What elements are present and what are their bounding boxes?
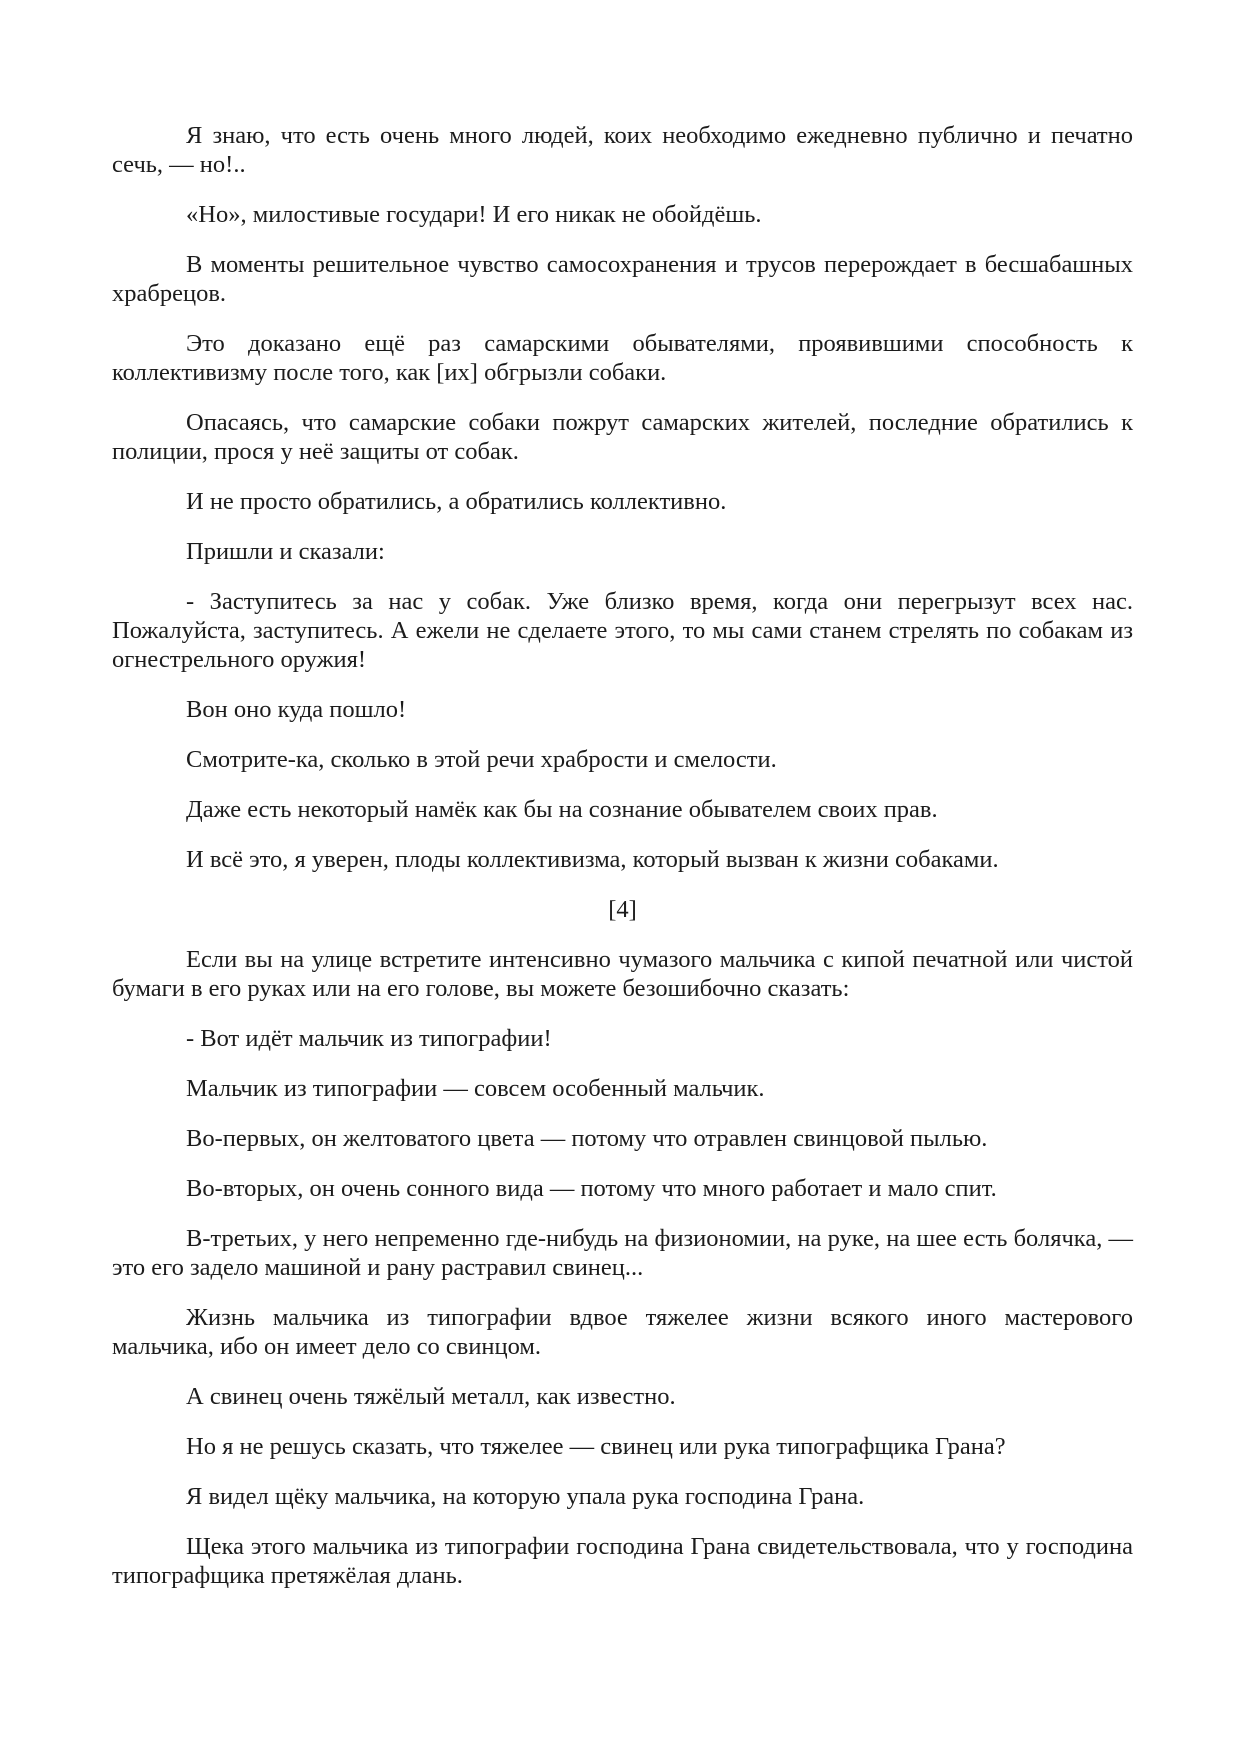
paragraph: В-третьих, у него непременно где-нибудь на физиономии, на руке, на шее есть болячка, — это его задело машиной и рану растравил свинец... [112, 1225, 1133, 1281]
paragraph: Но я не решусь сказать, что тяжелее — свинец или рука типографщика Грана? [186, 1433, 1006, 1460]
paragraph: Пришли и сказали: [186, 538, 385, 565]
paragraph: - Вот идёт мальчик из типографии! [186, 1025, 552, 1052]
paragraph: Жизнь мальчика из типографии вдвое тяжелее жизни всякого иного мастерового мальчика, ибо он имеет дело со свинцом. [112, 1304, 1133, 1360]
paragraph: Если вы на улице встретите интенсивно чумазого мальчика с кипой печатной или чистой бумаги в его руках или на его голове, вы можете безошибочно сказать: [112, 946, 1133, 1002]
paragraph: Щека этого мальчика из типографии господина Грана свидетельствовала, что у господина типографщика претяжёлая длань. [112, 1533, 1133, 1589]
paragraph: Даже есть некоторый намёк как бы на сознание обывателем своих прав. [186, 796, 938, 823]
paragraph: Во-первых, он желтоватого цвета — потому что отравлен свинцовой пылью. [186, 1125, 988, 1152]
paragraph: Мальчик из типографии — совсем особенный мальчик. [186, 1075, 765, 1102]
paragraph: Я видел щёку мальчика, на которую упала рука господина Грана. [186, 1483, 865, 1510]
paragraph: «Но», милостивые государи! И его никак не обойдёшь. [186, 201, 762, 228]
paragraph: Во-вторых, он очень сонного вида — потому что много работает и мало спит. [186, 1175, 997, 1202]
paragraph: Вон оно куда пошло! [186, 696, 407, 723]
paragraph: В моменты решительное чувство самосохранения и трусов перерождает в бесшабашных храбрецов. [112, 251, 1133, 307]
paragraph: Смотрите-ка, сколько в этой речи храбрости и смелости. [186, 746, 777, 773]
paragraph: - Заступитесь за нас у собак. Уже близко время, когда они перегрызут всех нас. Пожалуйста, заступитесь. А ежели не сделаете этого, то мы сами станем стрелять по собакам из огнестрельного оружия! [112, 588, 1133, 673]
paragraph: И не просто обратились, а обратились коллективно. [186, 488, 727, 515]
paragraph: Я знаю, что есть очень много людей, коих необходимо ежедневно публично и печатно сечь, — но!.. [112, 122, 1133, 178]
paragraph: А свинец очень тяжёлый металл, как известно. [186, 1383, 676, 1410]
paragraph: И всё это, я уверен, плоды коллективизма, который вызван к жизни собаками. [186, 846, 999, 873]
paragraph: Это доказано ещё раз самарскими обывателями, проявившими способность к коллективизму после того, как [их] обгрызли собаки. [112, 330, 1133, 386]
section-number: [4] [608, 896, 637, 923]
document-body [112, 121, 1133, 1611]
paragraph: Опасаясь, что самарские собаки пожрут самарских жителей, последние обратились к полиции, прося у неё защиты от собак. [112, 409, 1133, 465]
